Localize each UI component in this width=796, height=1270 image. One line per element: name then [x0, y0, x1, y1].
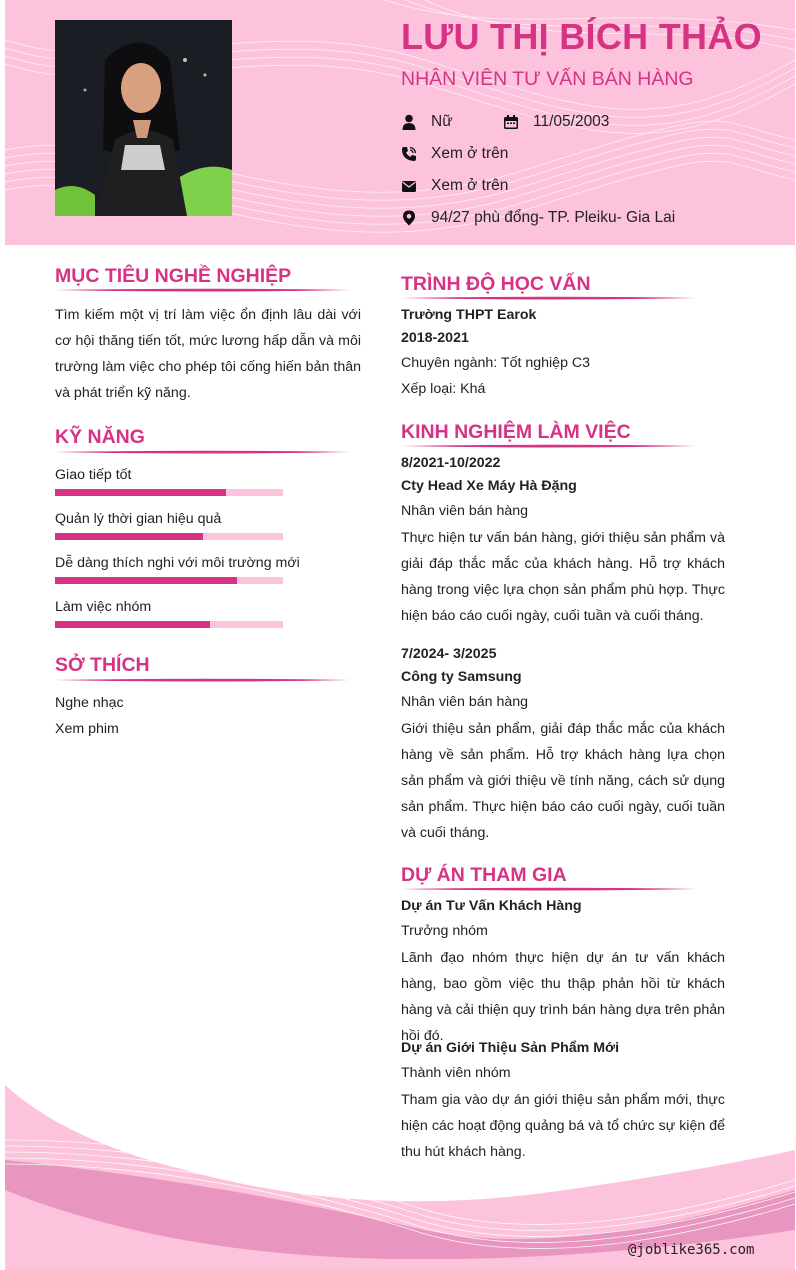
job-title: NHÂN VIÊN TƯ VẤN BÁN HÀNG: [401, 68, 694, 90]
project-description: Lãnh đạo nhóm thực hiện dự án tư vấn khách hàng, bao gồm việc thu thập phản hồi từ khách hàng và cải thiện quy trình bán hàng dựa trên phản hồi đó.: [401, 950, 725, 1044]
email-info: [401, 177, 508, 195]
phone-icon: [401, 146, 417, 162]
profile-photo: [55, 20, 232, 216]
education-grade: Xếp loại: Khá: [401, 381, 486, 397]
objective-underline: [55, 287, 350, 293]
skill-bar-2: [55, 533, 283, 540]
projects-title: DỰ ÁN THAM GIA: [401, 864, 567, 886]
calendar-icon: [503, 114, 519, 130]
envelope-icon: [401, 178, 417, 194]
map-pin-icon: [401, 210, 417, 226]
education-major: Chuyên ngành: Tốt nghiệp C3: [401, 355, 591, 371]
skills-underline: [55, 449, 350, 455]
projects-underline: [401, 886, 696, 892]
birthday-value: 11/05/2003: [533, 113, 610, 130]
skill-bar-fill: [55, 533, 203, 540]
education-school: Trường THPT Earok: [401, 307, 537, 323]
user-icon: [401, 114, 417, 130]
skill-bar-fill: [55, 577, 237, 584]
skills-title: KỸ NĂNG: [55, 426, 145, 448]
skill-name-1: Giao tiếp tốt: [55, 467, 132, 483]
hobbies-title: SỞ THÍCH: [55, 654, 150, 676]
education-underline: [401, 295, 696, 301]
skill-bar-4: [55, 621, 283, 628]
job-description: Thực hiện tư vấn bán hàng, giới thiệu sản phẩm và giải đáp thắc mắc của khách hàng. Hỗ trợ khách hàng trong việc lựa chọn sản phẩm phù hợp. Thực hiện báo cáo cuối ngày, cuối tuần và cuối tháng.: [401, 530, 725, 624]
phone-info: [401, 145, 508, 163]
skill-name-4: Làm việc nhóm: [55, 599, 152, 615]
skill-bar-fill: [55, 621, 210, 628]
project-name: Dự án Tư Vấn Khách Hàng: [401, 898, 582, 914]
project-role: Thành viên nhóm: [401, 1065, 511, 1081]
job-company: Cty Head Xe Máy Hà Đặng: [401, 478, 577, 494]
address-info: [401, 209, 675, 227]
header-banner: [5, 0, 795, 245]
job-company: Công ty Samsung: [401, 669, 522, 685]
project-description: Tham gia vào dự án giới thiệu sản phẩm mới, thực hiện các hoạt động quảng bá và tổ chức sự kiện để thu hút khách hàng.: [401, 1092, 725, 1160]
project-name: Dự án Giới Thiệu Sản Phẩm Mới: [401, 1040, 620, 1056]
hobby-item: Xem phim: [55, 721, 119, 737]
project-role: Trưởng nhóm: [401, 923, 488, 939]
gender-info: [401, 113, 453, 131]
candidate-name: LƯU THỊ BÍCH THẢO: [401, 16, 762, 57]
job-description: Giới thiệu sản phẩm, giải đáp thắc mắc của khách hàng về sản phẩm. Hỗ trợ khách hàng lựa chọn sản phẩm và giới thiệu về tính năng, cách sử dụng sản phẩm. Thực hiện báo cáo cuối ngày, cuối tuần và cuối tháng.: [401, 721, 725, 841]
hobby-item: Nghe nhạc: [55, 695, 124, 711]
phone-value: Xem ở trên: [431, 145, 509, 162]
education-title: TRÌNH ĐỘ HỌC VẤN: [401, 273, 591, 295]
address-value: 94/27 phù đổng- TP. Pleiku- Gia Lai: [431, 209, 676, 226]
education-period: 2018-2021: [401, 330, 469, 346]
experience-title: KINH NGHIỆM LÀM VIỆC: [401, 421, 631, 443]
job-position: Nhân viên bán hàng: [401, 503, 529, 519]
email-value: Xem ở trên: [431, 177, 509, 194]
objective-title: MỤC TIÊU NGHỀ NGHIỆP: [55, 265, 292, 287]
job-period: 7/2024- 3/2025: [401, 646, 497, 662]
gender-value: Nữ: [431, 113, 453, 130]
skill-bar-1: [55, 489, 283, 496]
objective-text: Tìm kiếm một vị trí làm việc ổn định lâu dài với cơ hội thăng tiến tốt, mức lương hấp dẫn và môi trường làm việc cho phép tôi cống hiến bản thân và phát triển kỹ năng.: [55, 307, 361, 401]
cv-page: [5, 0, 795, 1270]
experience-underline: [401, 443, 696, 449]
website-watermark: @joblike365.com: [628, 1242, 755, 1258]
birthday-info: [503, 113, 609, 131]
skill-name-3: Dễ dàng thích nghi với môi trường mới: [55, 555, 300, 571]
skill-bar-3: [55, 577, 283, 584]
hobbies-underline: [55, 677, 350, 683]
job-period: 8/2021-10/2022: [401, 455, 501, 471]
job-position: Nhân viên bán hàng: [401, 694, 529, 710]
skill-name-2: Quản lý thời gian hiệu quả: [55, 511, 222, 527]
skill-bar-fill: [55, 489, 226, 496]
